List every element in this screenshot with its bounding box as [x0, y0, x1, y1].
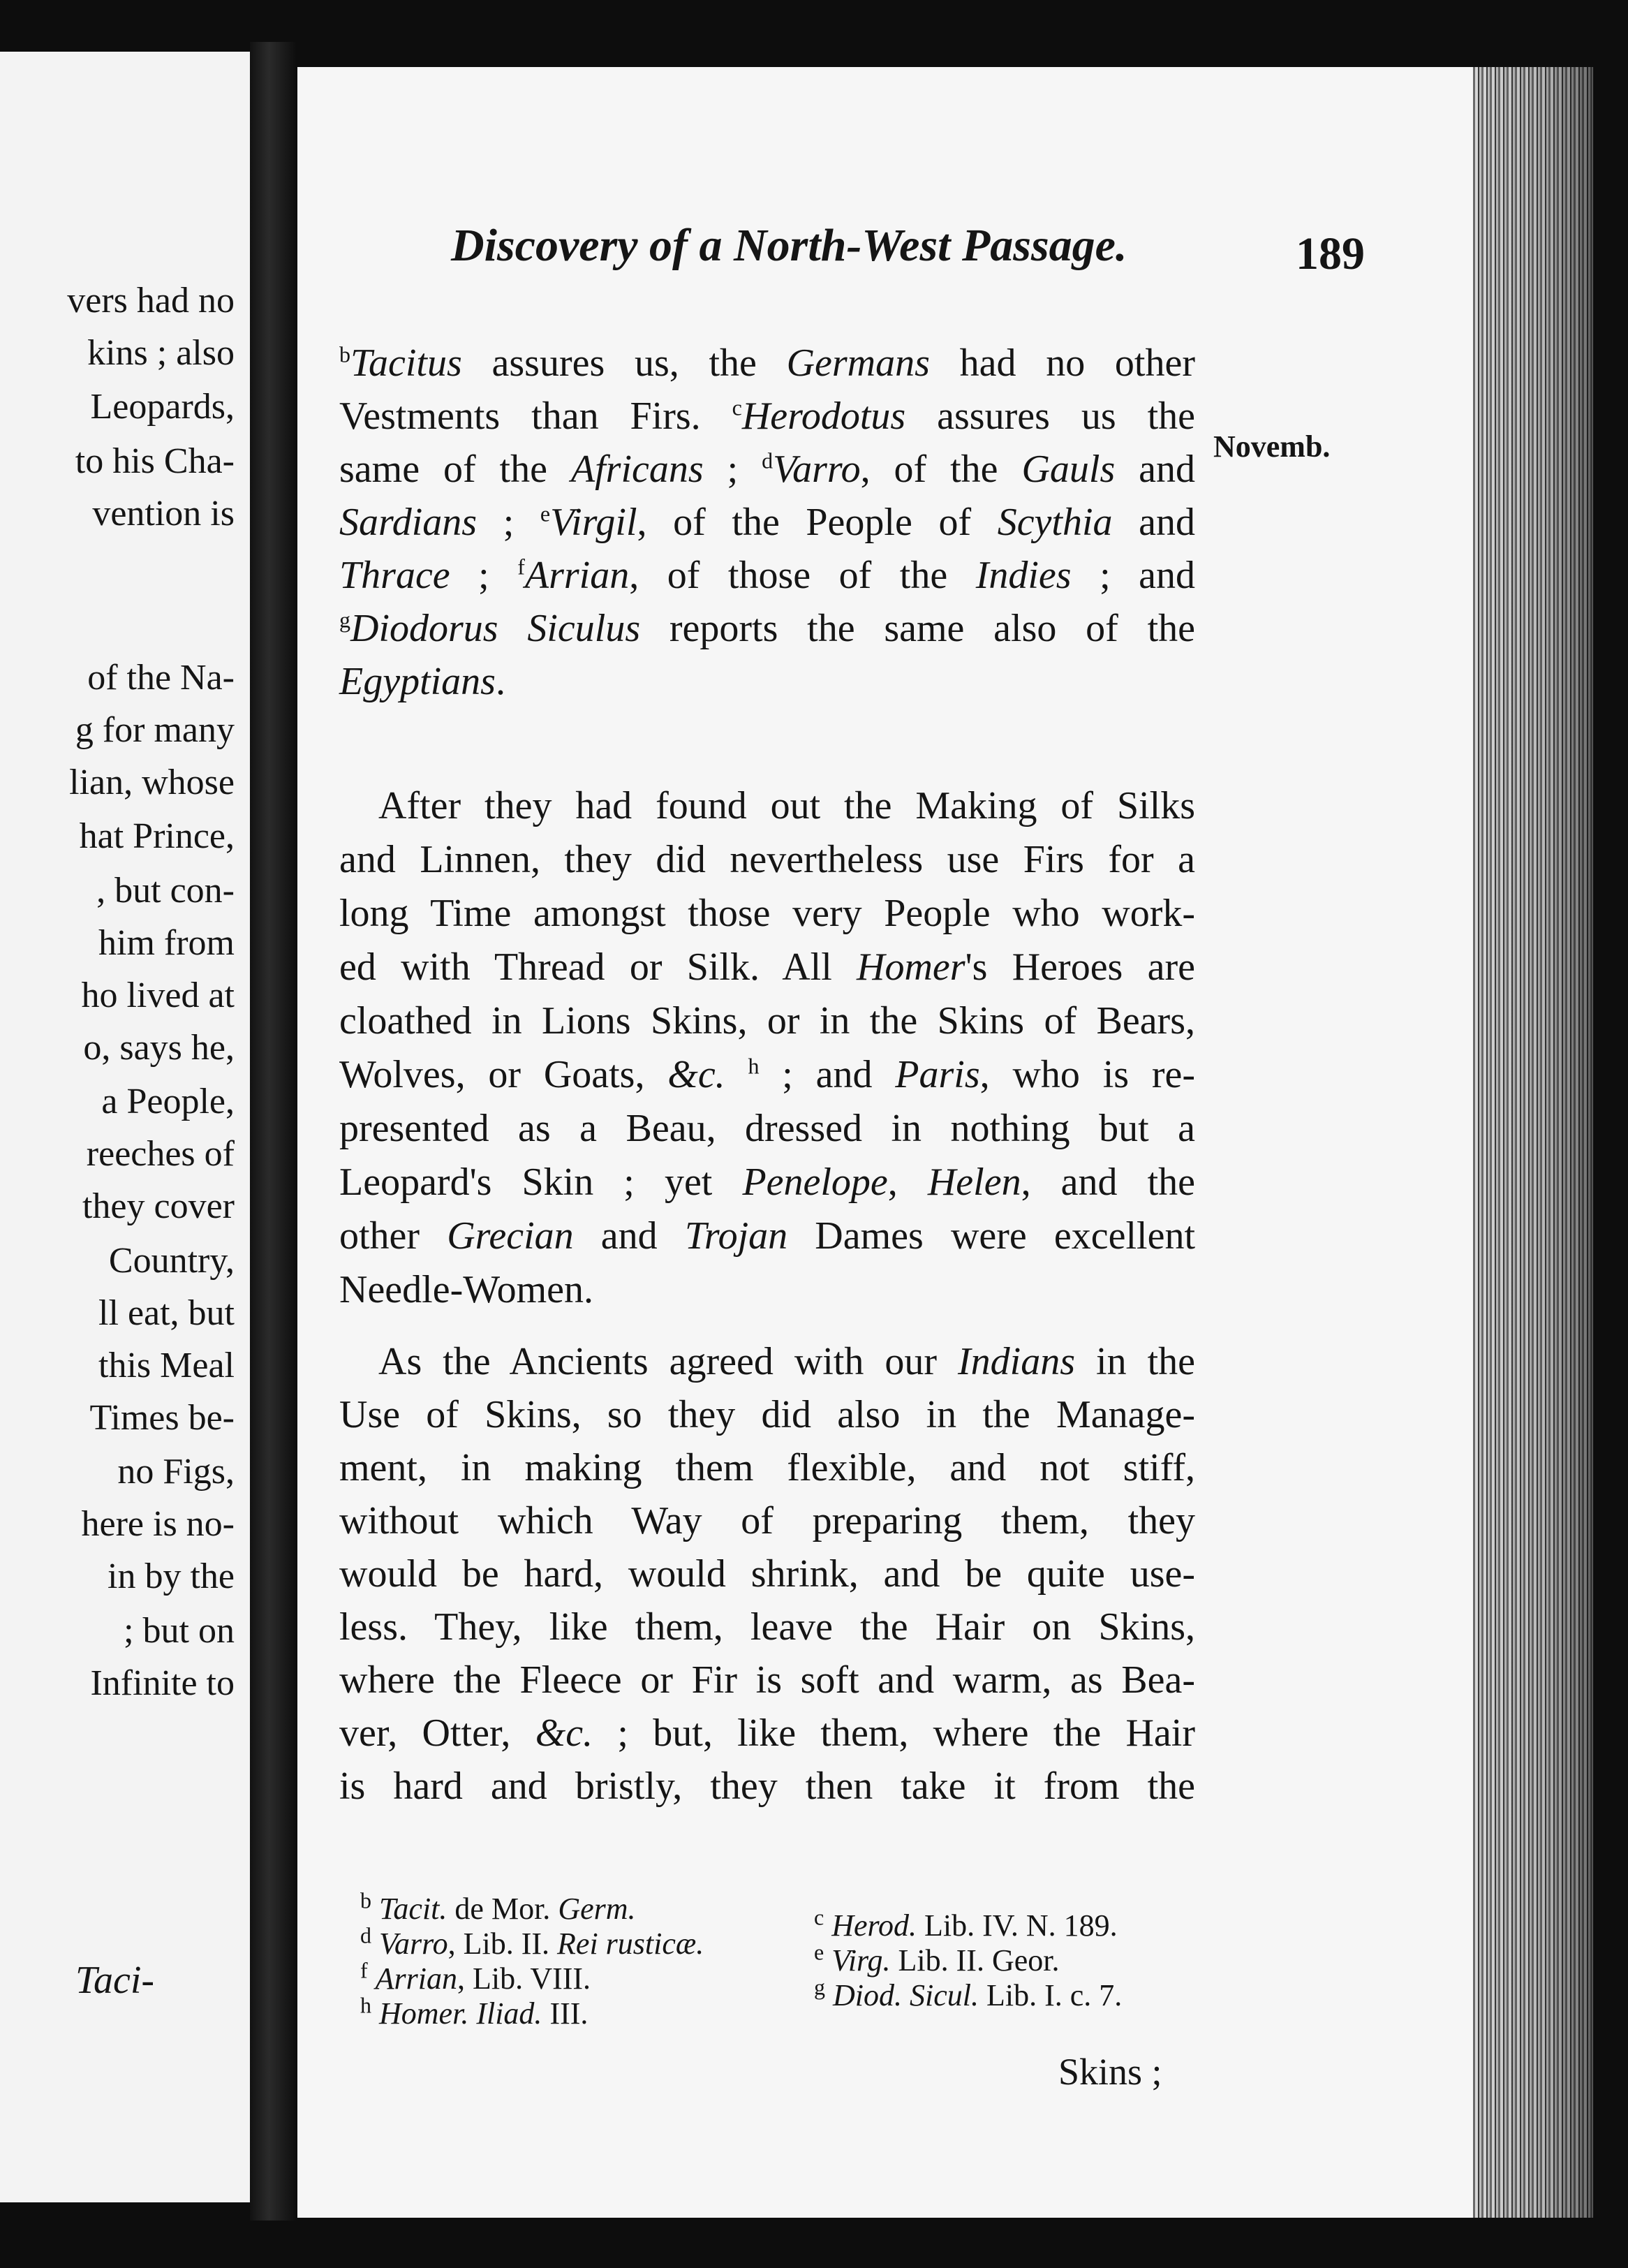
text-run: III. [542, 1996, 589, 2031]
text-run: in the [1075, 1340, 1195, 1383]
text-run: Use of Skins, so they did also in the Manage- [339, 1393, 1195, 1436]
italic-text: Homer. Iliad. [379, 1996, 542, 2031]
text-run: reports the same also of the [640, 607, 1195, 650]
text-run: and [1112, 501, 1195, 544]
text-line [339, 891, 1195, 936]
footnote [814, 1974, 1123, 2013]
italic-text: Trojan [684, 1214, 788, 1258]
footnote-marker: h [748, 1053, 760, 1079]
footnote [360, 1957, 591, 1996]
footnote-marker: g [814, 1974, 825, 2000]
left-page-line: Times be- [89, 1398, 235, 1438]
left-page-line: a People, [101, 1082, 235, 1121]
italic-text: Scythia [997, 501, 1113, 544]
footnote [814, 1939, 1060, 1978]
footnote-marker: c [814, 1904, 824, 1930]
text-line [339, 999, 1195, 1043]
text-line [339, 1711, 1195, 1755]
italic-text: Penelope [742, 1161, 888, 1204]
text-line [339, 837, 1195, 882]
text-run: cloathed in Lions Skins, or in the Skins of Bears, [339, 999, 1195, 1043]
italic-text: Rei rusticæ. [557, 1927, 704, 1961]
italic-text: Germ. [558, 1892, 636, 1926]
italic-text: Paris [895, 1053, 980, 1096]
italic-text: &c. [535, 1711, 593, 1755]
left-page-line: in by the [108, 1556, 235, 1596]
italic-text: Diod. Sicul. [833, 1978, 979, 2012]
footnote-marker: e [540, 501, 551, 526]
running-head: Discovery of a North-West Passage. [451, 220, 1127, 271]
text-run: long Time amongst those very People who work- [339, 892, 1195, 935]
footnote-marker: e [814, 1939, 824, 1965]
text-run: ; [703, 448, 762, 491]
italic-text: Herodotus [741, 395, 906, 438]
text-run: ; [477, 501, 540, 544]
left-facing-page [0, 52, 250, 2202]
text-line [339, 1214, 1195, 1258]
page-number: 189 [1296, 228, 1365, 279]
text-run: had no other [929, 341, 1195, 385]
text-line [339, 1445, 1195, 1490]
text-run: , of the People of [637, 501, 998, 544]
footnote-marker: c [732, 395, 742, 420]
italic-text: Varro [379, 1927, 448, 1961]
text-line [339, 1392, 1195, 1437]
text-run: ; and [759, 1053, 896, 1096]
text-run: , and the [1021, 1161, 1195, 1204]
text-line [339, 553, 1195, 598]
left-page-line: him from [98, 923, 235, 963]
left-page-line: g for many [75, 710, 235, 750]
text-line [339, 1658, 1195, 1702]
italic-text: Indians [958, 1340, 1076, 1383]
text-line [339, 783, 1195, 828]
text-line [339, 500, 1195, 545]
footnote-marker: f [517, 554, 525, 580]
text-line [339, 341, 1195, 385]
left-page-line: Country, [108, 1241, 235, 1281]
text-run: is hard and bristly, they then take it from the [339, 1765, 1195, 1808]
text-run: Lib. IV. N. 189. [917, 1908, 1118, 1943]
left-page-line: to his Cha- [75, 441, 235, 481]
text-run: After they had found out the Making of Silks [378, 784, 1195, 827]
text-run: As the Ancients agreed with our [378, 1340, 959, 1383]
text-run: Vestments than Firs. [339, 395, 732, 438]
left-page-line: here is no- [81, 1504, 235, 1544]
text-run: Needle-Women. [339, 1268, 593, 1311]
text-run: would be hard, would shrink, and be quite use- [339, 1552, 1195, 1596]
italic-text: Arrian [375, 1961, 458, 1996]
italic-text: Homer [857, 945, 965, 989]
text-run: and Linnen, they did nevertheless use Firs for a [339, 838, 1195, 881]
footnote-marker: g [339, 607, 350, 633]
footnote-marker: f [360, 1957, 368, 1983]
text-line [339, 1764, 1195, 1809]
text-line [339, 1160, 1195, 1205]
text-run: 's Heroes are [965, 945, 1195, 989]
text-line [339, 1339, 1195, 1384]
text-line [339, 1605, 1195, 1649]
italic-text: Africans [570, 448, 704, 491]
italic-text: Diodorus Siculus [350, 607, 641, 650]
italic-text: Germans [786, 341, 930, 385]
footnote-marker: d [360, 1922, 371, 1948]
italic-text: &c. [667, 1053, 725, 1096]
italic-text: Virg. [831, 1943, 891, 1978]
italic-text: Virgil [550, 501, 637, 544]
text-run: ; and [1071, 554, 1195, 597]
text-run: and [573, 1214, 685, 1258]
text-run: ; but, like them, where the Hair [593, 1711, 1195, 1755]
text-line [339, 1106, 1195, 1151]
footnote-marker: b [339, 341, 350, 367]
footnote-marker: h [360, 1992, 371, 2018]
footnote [814, 1904, 1118, 1943]
left-catchword: Taci- [75, 1959, 155, 2002]
text-run: ment, in making them flexible, and not stiff, [339, 1446, 1195, 1489]
text-line [339, 394, 1195, 439]
footnote [360, 1922, 704, 1961]
text-run: same of the [339, 448, 571, 491]
text-run: without which Way of preparing them, they [339, 1499, 1195, 1542]
text-run: presented as a Beau, dressed in nothing but a [339, 1107, 1195, 1150]
text-run: , of those of the [629, 554, 976, 597]
left-page-line: Infinite to [90, 1663, 235, 1703]
text-run: and [1115, 448, 1196, 491]
text-line [339, 1552, 1195, 1596]
text-line [339, 606, 1195, 651]
italic-text: Tacit. [379, 1892, 447, 1926]
text-run: ver, Otter, [339, 1711, 535, 1755]
left-page-line: they cover [82, 1186, 235, 1226]
text-run: Leopard's Skin ; yet [339, 1161, 743, 1204]
page-edge-shadow [1473, 67, 1593, 2218]
book-gutter [250, 42, 297, 2221]
italic-text: Egyptians [339, 660, 496, 703]
text-run: , Lib. VIII. [457, 1961, 591, 1996]
italic-text: Grecian [447, 1214, 574, 1258]
text-run [725, 1053, 748, 1096]
left-page-line: , but con- [96, 871, 235, 911]
italic-text: Varro [773, 448, 861, 491]
text-run: Lib. I. c. 7. [978, 1978, 1123, 2012]
text-run: de Mor. [447, 1892, 558, 1926]
text-run: less. They, like them, leave the Hair on Skins, [339, 1605, 1195, 1649]
catchword: Skins ; [1058, 2051, 1162, 2093]
left-page-line: of the Na- [87, 658, 235, 698]
text-run: where the Fleece or Fir is soft and warm, as Bea- [339, 1658, 1195, 1702]
left-page-line: ; but on [124, 1611, 235, 1651]
text-line [339, 1498, 1195, 1543]
text-run: Lib. II. Geor. [890, 1943, 1060, 1978]
footnote-marker: d [762, 448, 774, 473]
text-run: , who is re- [979, 1053, 1195, 1096]
text-run: . [495, 660, 505, 703]
italic-text: Indies [975, 554, 1072, 597]
margin-note: Novemb. [1213, 429, 1331, 464]
left-page-line: ho lived at [81, 975, 235, 1015]
italic-text: Gauls [1021, 448, 1116, 491]
italic-text: Tacitus [350, 341, 462, 385]
book-page [297, 67, 1473, 2218]
text-run: other [339, 1214, 447, 1258]
left-page-line: Leopards, [90, 387, 235, 427]
footnote [360, 1887, 636, 1927]
text-run: , of the [860, 448, 1022, 491]
text-run: , [887, 1161, 928, 1204]
text-line [339, 1267, 1195, 1312]
left-page-line: this Meal [98, 1346, 235, 1385]
italic-text: Arrian [524, 554, 630, 597]
text-line [339, 1052, 1195, 1097]
left-page-line: no Figs, [117, 1452, 235, 1492]
footnote [360, 1992, 589, 2031]
text-line [339, 447, 1195, 492]
left-page-line: hat Prince, [79, 816, 235, 856]
italic-text: Helen [927, 1161, 1021, 1204]
text-run: ed with Thread or Silk. All [339, 945, 857, 989]
text-line [339, 945, 1195, 989]
text-run: , Lib. II. [447, 1927, 558, 1961]
left-page-line: lian, whose [69, 763, 235, 802]
left-page-line: o, says he, [83, 1028, 235, 1068]
text-line [339, 659, 1195, 704]
left-page-line: reeches of [86, 1134, 235, 1174]
text-run: assures us, the [461, 341, 787, 385]
italic-text: Thrace [339, 554, 450, 597]
text-run: Wolves, or Goats, [339, 1053, 668, 1096]
left-page-line: vention is [92, 494, 235, 533]
italic-text: Sardians [339, 501, 478, 544]
left-page-line: kins ; also [87, 333, 235, 373]
text-run: Dames were excellent [787, 1214, 1196, 1258]
text-run: assures us the [905, 395, 1195, 438]
text-run: ; [450, 554, 518, 597]
italic-text: Herod. [831, 1908, 917, 1943]
left-page-line: vers had no [67, 281, 235, 321]
footnote-marker: b [360, 1887, 371, 1913]
left-page-line: ll eat, but [98, 1293, 235, 1333]
